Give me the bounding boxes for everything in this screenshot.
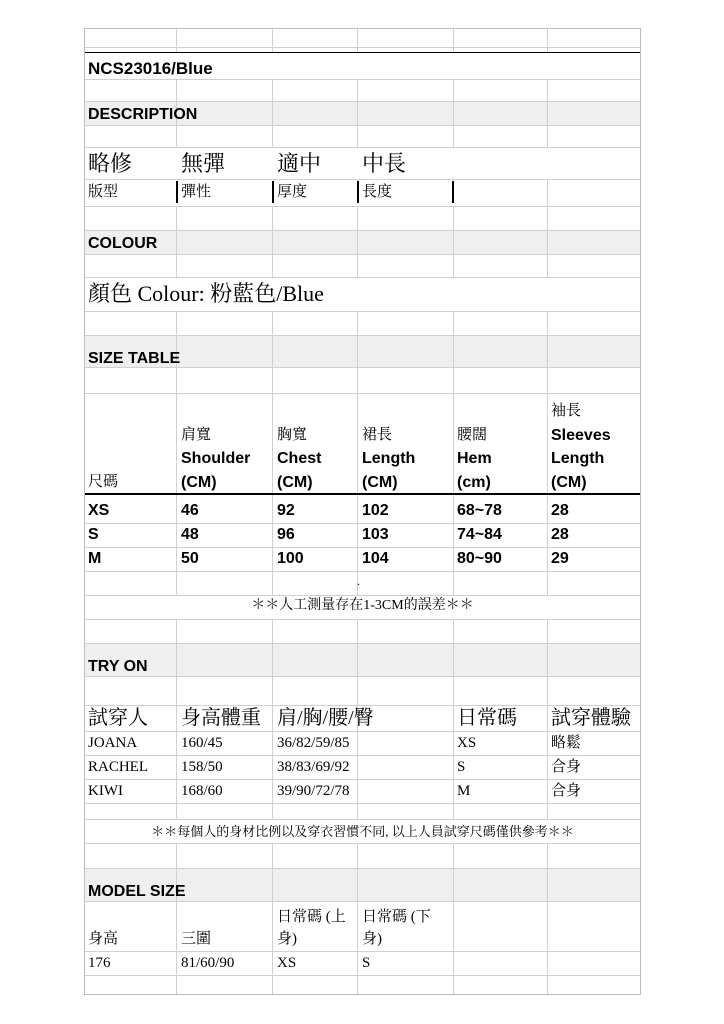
model-size-heading: MODEL SIZE (88, 883, 186, 900)
size-col-header: 尺碼 (88, 474, 119, 490)
hem-col-header-en: Hem (457, 450, 492, 467)
try-on-heading: TRY ON (88, 658, 148, 675)
try-on-cell: 160/45 (181, 735, 223, 751)
length-col-header-zh: 裙長 (362, 427, 393, 443)
size-cell: 104 (362, 550, 389, 567)
size-cell: 103 (362, 526, 389, 543)
model-header-bottom-size-2: 身) (362, 931, 382, 947)
size-table-heading: SIZE TABLE (88, 350, 181, 367)
try-on-cell: JOANA (88, 735, 138, 751)
model-cell: S (362, 955, 371, 971)
size-cell: 29 (551, 550, 569, 567)
stray-dot: . (357, 574, 360, 588)
try-on-header-measurements: 肩/胸/腰/臀 (277, 707, 374, 729)
divider-bar (452, 181, 454, 203)
fit-label: 版型 (88, 184, 119, 200)
stretch-value: 無彈 (181, 151, 226, 176)
sleeve-col-unit: (CM) (551, 474, 587, 491)
try-on-cell: 38/83/69/92 (277, 759, 350, 775)
shoulder-col-unit: (CM) (181, 474, 217, 491)
try-on-cell: 略鬆 (551, 735, 582, 751)
try-on-cell: S (457, 759, 466, 775)
model-cell: 81/60/90 (181, 955, 235, 971)
sleeve-col-header-en: Sleeves (551, 427, 611, 444)
divider-bar (357, 181, 359, 203)
try-on-cell: XS (457, 735, 477, 751)
model-cell: 176 (88, 955, 111, 971)
divider-bar (272, 181, 274, 203)
try-on-cell: KIWI (88, 783, 123, 799)
size-cell: 48 (181, 526, 199, 543)
length-col-unit: (CM) (362, 474, 398, 491)
measurement-note: ＊＊人工測量存在1-3CM的誤差＊＊ (251, 598, 474, 613)
sleeve-col-header-en2: Length (551, 450, 605, 467)
size-cell: 28 (551, 526, 569, 543)
chest-col-header-en: Chest (277, 450, 322, 467)
hem-col-unit: (cm) (457, 474, 491, 491)
chest-col-unit: (CM) (277, 474, 313, 491)
description-heading: DESCRIPTION (88, 106, 198, 123)
length-label: 長度 (362, 184, 393, 200)
size-cell: 74~84 (457, 526, 502, 543)
hem-col-header-zh: 腰闊 (457, 427, 488, 443)
try-on-header-fit: 試穿體驗 (551, 707, 631, 729)
model-cell: XS (277, 955, 297, 971)
thickness-label: 厚度 (277, 184, 308, 200)
try-on-header-height-weight: 身高體重 (181, 707, 261, 729)
sleeve-col-header-zh: 袖長 (551, 403, 582, 419)
size-cell: 96 (277, 526, 295, 543)
shoulder-col-header-zh: 肩寬 (181, 427, 212, 443)
try-on-cell: 合身 (551, 759, 582, 775)
size-cell: 50 (181, 550, 199, 567)
divider-bar (176, 181, 178, 203)
size-spec-sheet (84, 28, 641, 995)
try-on-band (85, 643, 640, 676)
model-header-measurements: 三圍 (181, 931, 212, 947)
length-value: 中長 (362, 151, 407, 176)
try-on-header-usual-size: 日常碼 (457, 707, 517, 729)
try-on-cell: 168/60 (181, 783, 223, 799)
chest-col-header-zh: 胸寬 (277, 427, 308, 443)
model-header-height: 身高 (88, 931, 119, 947)
size-cell: S (88, 526, 99, 543)
model-header-top-size-2: 身) (277, 931, 297, 947)
model-header-bottom-size: 日常碼 (下 (362, 909, 431, 925)
try-on-cell: 合身 (551, 783, 582, 799)
try-on-cell: 39/90/72/78 (277, 783, 350, 799)
try-on-cell: RACHEL (88, 759, 148, 775)
shoulder-col-header-en: Shoulder (181, 450, 251, 467)
size-cell: 80~90 (457, 550, 502, 567)
try-on-header-person: 試穿人 (88, 707, 148, 729)
try-on-cell: M (457, 783, 471, 799)
try-on-cell: 158/50 (181, 759, 223, 775)
stretch-label: 彈性 (181, 184, 212, 200)
colour-heading: COLOUR (88, 235, 158, 252)
colour-text: 顏色 Colour: 粉藍色/Blue (88, 281, 324, 306)
thickness-value: 適中 (277, 151, 322, 176)
size-cell: 102 (362, 502, 389, 519)
try-on-note: ＊＊每個人的身材比例以及穿衣習慣不同, 以上人員試穿尺碼僅供參考＊＊ (151, 824, 574, 839)
size-cell: 100 (277, 550, 304, 567)
model-header-top-size: 日常碼 (上 (277, 909, 346, 925)
size-cell: 92 (277, 502, 295, 519)
fit-value: 略修 (88, 151, 133, 176)
size-cell: XS (88, 502, 110, 519)
size-cell: 28 (551, 502, 569, 519)
try-on-cell: 36/82/59/85 (277, 735, 350, 751)
size-cell: M (88, 550, 102, 567)
size-cell: 68~78 (457, 502, 502, 519)
length-col-header-en: Length (362, 450, 416, 467)
product-code: NCS23016/Blue (88, 59, 213, 78)
colour-band (85, 230, 640, 254)
size-cell: 46 (181, 502, 199, 519)
